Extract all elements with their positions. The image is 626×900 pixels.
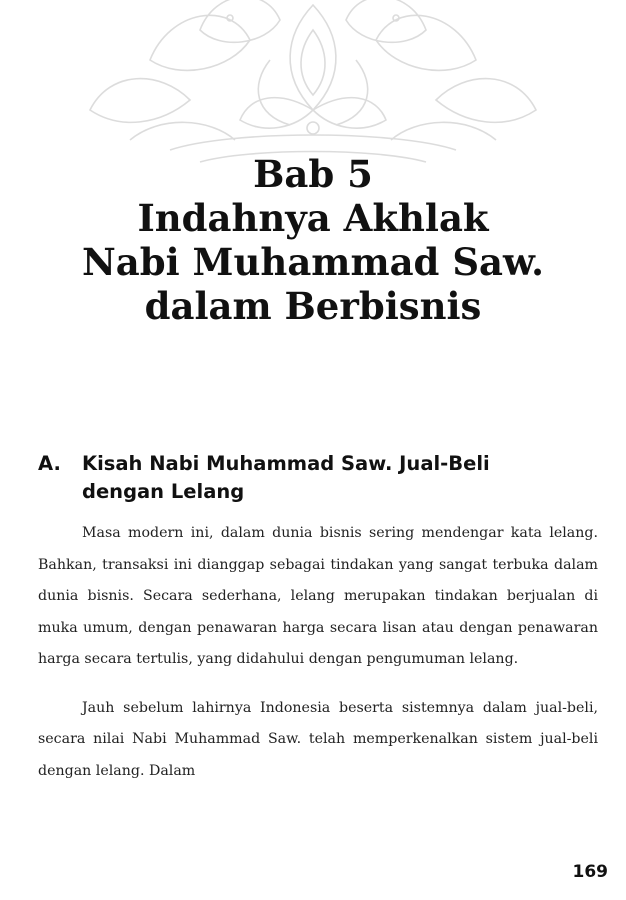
section-letter: A. [38, 452, 61, 475]
chapter-title-line-3: Nabi Muhammad Saw. [81, 240, 545, 284]
chapter-title-line-4: dalam Berbisnis [144, 284, 482, 328]
page-number: 169 [572, 862, 608, 882]
section-heading [38, 450, 598, 506]
section-title-line-2: dengan Lelang [82, 480, 245, 503]
paragraph: Masa modern ini, dalam dunia bisnis sering mendengar kata lelang. Bahkan, transaksi ini dianggap sebagai tindakan yang sangat terbuka dalam dunia bisnis. Secara sederhana, lelang merupakan tindakan berjualan di muka umum, dengan penawaran harga secara lisan atau dengan penawaran harga secara tertulis, yang didahului dengan pengumuman lelang. [38, 525, 598, 667]
chapter-title-line-1: Bab 5 [253, 152, 373, 196]
body-text [38, 518, 598, 787]
paragraph: Jauh sebelum lahirnya Indonesia beserta sistemnya dalam jual-beli, secara nilai Nabi Muhammad Saw. telah memperkenalkan sistem jual-beli dengan lelang. Dalam [38, 699, 598, 779]
chapter-title [0, 152, 626, 328]
mandala-ornament-icon [0, 0, 626, 170]
chapter-title-line-2: Indahnya Akhlak [137, 196, 489, 240]
section-title-line-1: Kisah Nabi Muhammad Saw. Jual-Beli [82, 452, 490, 475]
